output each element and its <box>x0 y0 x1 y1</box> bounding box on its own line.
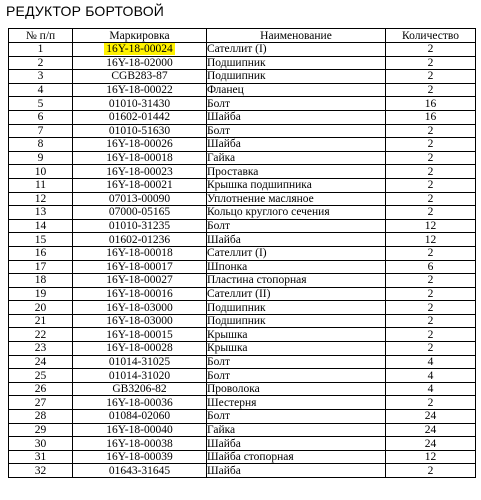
cell-code: 01643-31645 <box>73 464 207 478</box>
cell-num: 13 <box>9 206 73 220</box>
table-header-row <box>9 29 476 43</box>
cell-code: 16Y-18-00017 <box>73 260 207 274</box>
cell-code: GB3206-82 <box>73 382 207 396</box>
cell-num: 25 <box>9 369 73 383</box>
table-row <box>9 328 476 342</box>
cell-qty: 2 <box>386 206 476 220</box>
cell-code: 01084-02060 <box>73 410 207 424</box>
cell-num: 17 <box>9 260 73 274</box>
cell-num: 24 <box>9 355 73 369</box>
table-row <box>9 56 476 70</box>
cell-qty: 16 <box>386 110 476 124</box>
cell-qty: 2 <box>386 328 476 342</box>
cell-name: Сателлит (II) <box>207 287 386 301</box>
cell-name: Болт <box>207 124 386 138</box>
cell-name: Болт <box>207 369 386 383</box>
table-row <box>9 124 476 138</box>
cell-qty: 2 <box>386 178 476 192</box>
cell-code: 16Y-18-00023 <box>73 165 207 179</box>
cell-qty: 2 <box>386 314 476 328</box>
cell-qty: 2 <box>386 83 476 97</box>
cell-code: 16Y-18-00039 <box>73 450 207 464</box>
parts-table <box>8 28 476 478</box>
table-row <box>9 246 476 260</box>
cell-name: Болт <box>207 97 386 111</box>
cell-num: 15 <box>9 233 73 247</box>
table-row <box>9 138 476 152</box>
document-title: РЕДУКТОР БОРТОВОЙ <box>6 3 165 19</box>
cell-code: 16Y-18-00015 <box>73 328 207 342</box>
cell-qty: 2 <box>386 274 476 288</box>
table-row <box>9 342 476 356</box>
table-row <box>9 437 476 451</box>
cell-name: Болт <box>207 410 386 424</box>
table-row <box>9 192 476 206</box>
cell-code: 16Y-18-00018 <box>73 151 207 165</box>
cell-num: 4 <box>9 83 73 97</box>
table-row <box>9 70 476 84</box>
cell-name: Шайба <box>207 437 386 451</box>
cell-qty: 2 <box>386 56 476 70</box>
cell-name: Шпонка <box>207 260 386 274</box>
table-row <box>9 43 476 57</box>
cell-num: 27 <box>9 396 73 410</box>
cell-num: 1 <box>9 43 73 57</box>
cell-num: 2 <box>9 56 73 70</box>
cell-num: 14 <box>9 219 73 233</box>
table-row <box>9 396 476 410</box>
cell-name: Сателлит (I) <box>207 246 386 260</box>
cell-code: 07000-05165 <box>73 206 207 220</box>
cell-num: 21 <box>9 314 73 328</box>
cell-code: 16Y-18-00036 <box>73 396 207 410</box>
cell-qty: 24 <box>386 423 476 437</box>
header-num: № п/п <box>9 29 73 43</box>
table-row <box>9 287 476 301</box>
cell-num: 6 <box>9 110 73 124</box>
cell-qty: 2 <box>386 43 476 57</box>
cell-num: 20 <box>9 301 73 315</box>
header-qty: Количество <box>386 29 476 43</box>
cell-code: 16Y-18-00026 <box>73 138 207 152</box>
cell-name: Подшипник <box>207 314 386 328</box>
cell-qty: 4 <box>386 355 476 369</box>
table-row <box>9 450 476 464</box>
cell-qty: 4 <box>386 369 476 383</box>
cell-name: Шайба стопорная <box>207 450 386 464</box>
table-row <box>9 97 476 111</box>
cell-name: Гайка <box>207 151 386 165</box>
header-name: Наименование <box>207 29 386 43</box>
cell-qty: 2 <box>386 165 476 179</box>
cell-code: 01014-31020 <box>73 369 207 383</box>
cell-qty: 2 <box>386 192 476 206</box>
cell-num: 12 <box>9 192 73 206</box>
cell-code: 16Y-18-00038 <box>73 437 207 451</box>
table-body <box>9 43 476 478</box>
cell-name: Шестерня <box>207 396 386 410</box>
cell-num: 10 <box>9 165 73 179</box>
cell-name: Пластина стопорная <box>207 274 386 288</box>
cell-qty: 12 <box>386 450 476 464</box>
cell-num: 31 <box>9 450 73 464</box>
cell-num: 32 <box>9 464 73 478</box>
table-row <box>9 83 476 97</box>
cell-code <box>73 43 207 57</box>
cell-code: CGB283-87 <box>73 70 207 84</box>
cell-qty: 2 <box>386 138 476 152</box>
cell-code: 01602-01236 <box>73 233 207 247</box>
cell-qty: 2 <box>386 342 476 356</box>
table-row <box>9 206 476 220</box>
table-row <box>9 165 476 179</box>
table-row <box>9 369 476 383</box>
cell-num: 7 <box>9 124 73 138</box>
cell-num: 5 <box>9 97 73 111</box>
cell-name: Фланец <box>207 83 386 97</box>
cell-name: Крышка <box>207 328 386 342</box>
cell-code: 16Y-18-00018 <box>73 246 207 260</box>
cell-num: 16 <box>9 246 73 260</box>
cell-code: 16Y-18-00022 <box>73 83 207 97</box>
header-code: Маркировка <box>73 29 207 43</box>
table-row <box>9 151 476 165</box>
cell-name: Проволока <box>207 382 386 396</box>
cell-code: 16Y-18-02000 <box>73 56 207 70</box>
cell-name: Крышка подшипника <box>207 178 386 192</box>
cell-qty: 16 <box>386 97 476 111</box>
cell-qty: 12 <box>386 219 476 233</box>
cell-name: Болт <box>207 219 386 233</box>
cell-name: Шайба <box>207 110 386 124</box>
cell-code: 16Y-18-03000 <box>73 314 207 328</box>
cell-code: 01602-01442 <box>73 110 207 124</box>
table-row <box>9 464 476 478</box>
table-row <box>9 382 476 396</box>
cell-num: 26 <box>9 382 73 396</box>
highlighted-code: 16Y-18-00024 <box>106 43 173 56</box>
cell-qty: 24 <box>386 410 476 424</box>
table-row <box>9 110 476 124</box>
cell-qty: 2 <box>386 246 476 260</box>
table-row <box>9 233 476 247</box>
cell-num: 29 <box>9 423 73 437</box>
cell-qty: 24 <box>386 437 476 451</box>
cell-qty: 2 <box>386 70 476 84</box>
cell-qty: 2 <box>386 124 476 138</box>
cell-code: 16Y-18-00028 <box>73 342 207 356</box>
cell-qty: 12 <box>386 233 476 247</box>
table-row <box>9 260 476 274</box>
cell-num: 18 <box>9 274 73 288</box>
cell-code: 16Y-18-00027 <box>73 274 207 288</box>
table-row <box>9 178 476 192</box>
cell-code: 07013-00090 <box>73 192 207 206</box>
cell-name: Подшипник <box>207 70 386 84</box>
cell-name: Шайба <box>207 464 386 478</box>
cell-num: 30 <box>9 437 73 451</box>
table-row <box>9 301 476 315</box>
cell-name: Шайба <box>207 233 386 247</box>
cell-qty: 4 <box>386 382 476 396</box>
cell-qty: 2 <box>386 287 476 301</box>
cell-num: 22 <box>9 328 73 342</box>
cell-code: 16Y-18-03000 <box>73 301 207 315</box>
cell-name: Подшипник <box>207 301 386 315</box>
cell-qty: 2 <box>386 464 476 478</box>
cell-name: Болт <box>207 355 386 369</box>
table-row <box>9 410 476 424</box>
cell-code: 16Y-18-00021 <box>73 178 207 192</box>
table-row <box>9 423 476 437</box>
table-row <box>9 314 476 328</box>
cell-code: 01014-31025 <box>73 355 207 369</box>
table-row <box>9 274 476 288</box>
cell-code: 01010-51630 <box>73 124 207 138</box>
cell-name: Уплотнение масляное <box>207 192 386 206</box>
cell-name: Проставка <box>207 165 386 179</box>
cell-qty: 2 <box>386 301 476 315</box>
cell-num: 11 <box>9 178 73 192</box>
cell-num: 8 <box>9 138 73 152</box>
cell-code: 16Y-18-00016 <box>73 287 207 301</box>
cell-num: 23 <box>9 342 73 356</box>
cell-num: 3 <box>9 70 73 84</box>
cell-qty: 2 <box>386 396 476 410</box>
cell-name: Крышка <box>207 342 386 356</box>
cell-num: 19 <box>9 287 73 301</box>
cell-num: 9 <box>9 151 73 165</box>
cell-code: 01010-31430 <box>73 97 207 111</box>
cell-name: Подшипник <box>207 56 386 70</box>
table-row <box>9 219 476 233</box>
cell-name: Гайка <box>207 423 386 437</box>
cell-name: Шайба <box>207 138 386 152</box>
cell-qty: 2 <box>386 151 476 165</box>
cell-num: 28 <box>9 410 73 424</box>
table-row <box>9 355 476 369</box>
cell-code: 01010-31235 <box>73 219 207 233</box>
cell-code: 16Y-18-00040 <box>73 423 207 437</box>
cell-qty: 6 <box>386 260 476 274</box>
cell-name: Сателлит (I) <box>207 43 386 57</box>
cell-name: Кольцо круглого сечения <box>207 206 386 220</box>
